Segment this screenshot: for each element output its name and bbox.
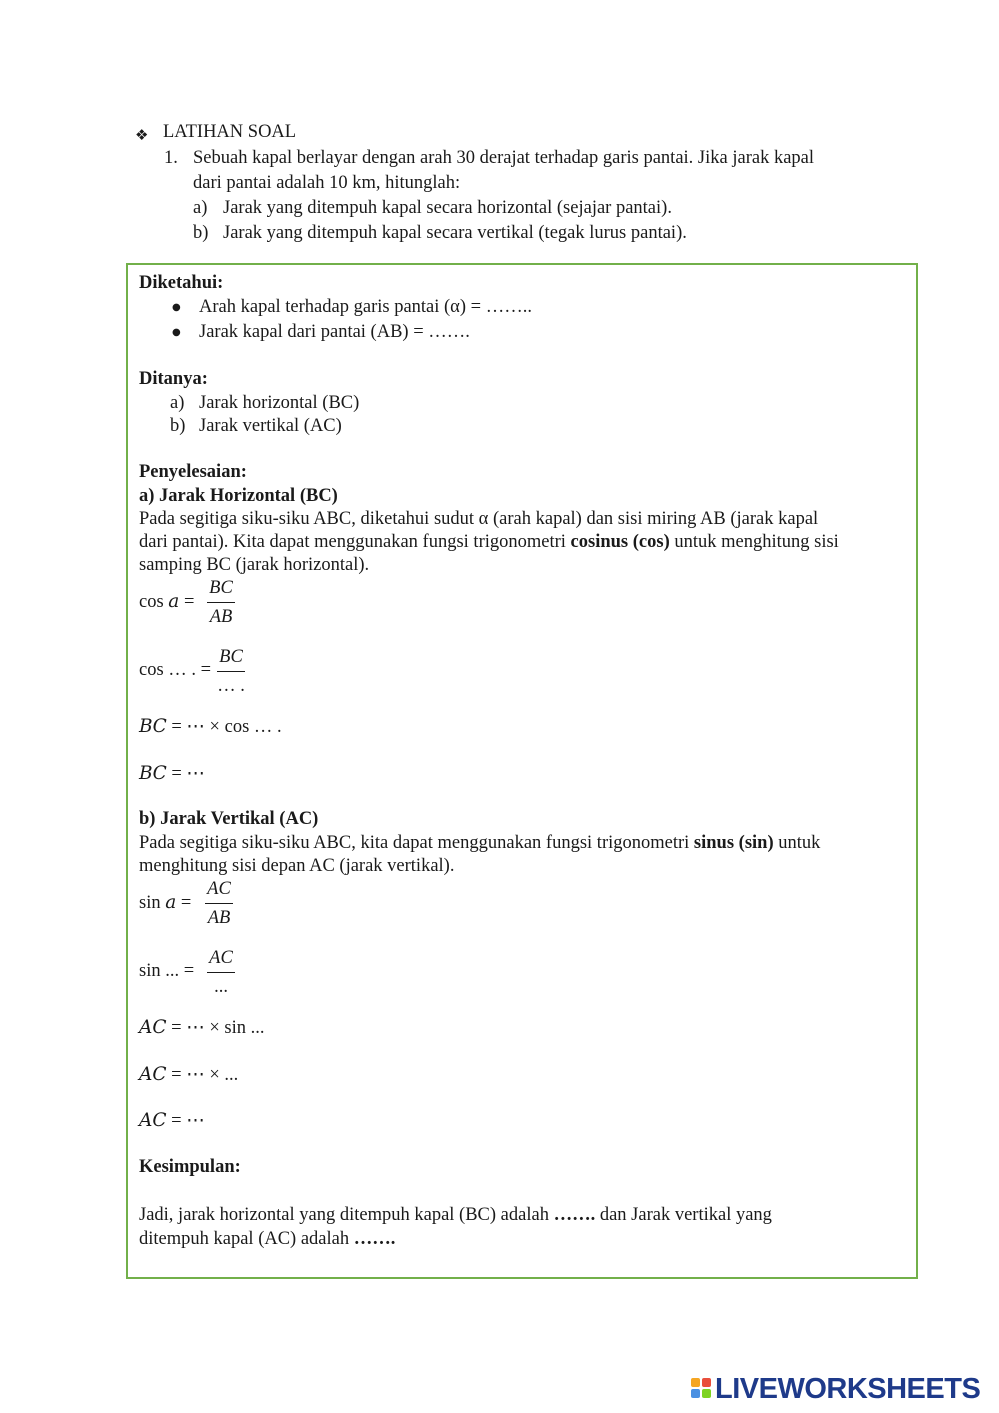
bullet-dot-icon: ●	[172, 327, 181, 338]
sub-question-a-marker: a)	[193, 198, 208, 218]
diketahui-item: Jarak kapal dari pantai (AB) = …….	[199, 322, 470, 342]
eq-ac-product: 𝐴𝐶 = ⋯ × sin ...	[139, 1018, 265, 1038]
part-a-paragraph-line1: Pada segitiga siku-siku ABC, diketahui sudut α (arah kapal) dan sisi miring AB (jarak kapal	[139, 509, 819, 529]
eq-ac-result: 𝐴𝐶 = ⋯	[139, 1111, 205, 1131]
eq-bc-product: 𝐵𝐶 = ⋯ × cos … .	[139, 717, 282, 737]
eq-cos-lhs: cos 𝑎 =	[139, 592, 195, 612]
question-number: 1.	[164, 148, 178, 168]
fraction-denominator: ...	[214, 977, 228, 997]
eq-ac-product-value: 𝐴𝐶 = ⋯ × ...	[139, 1065, 239, 1085]
part-b-paragraph-line1: Pada segitiga siku-siku ABC, kita dapat menggunakan fungsi trigonometri sinus (sin) untuk	[139, 833, 821, 853]
fraction-bar	[217, 671, 245, 672]
diketahui-item: Arah kapal terhadap garis pantai (α) = ……..	[199, 297, 532, 317]
section-title: LATIHAN SOAL	[163, 122, 297, 142]
ditanya-item: Jarak vertikal (AC)	[199, 416, 342, 436]
fraction-bar	[205, 903, 233, 904]
question-text-line1: Sebuah kapal berlayar dengan arah 30 derajat terhadap garis pantai. Jika jarak kapal	[193, 148, 815, 168]
ditanya-item-marker: b)	[170, 416, 186, 436]
part-b-paragraph-line2: menghitung sisi depan AC (jarak vertikal).	[139, 856, 455, 876]
bullet-dot-icon: ●	[172, 302, 181, 313]
diamond-bullet-icon: ❖	[135, 126, 149, 144]
sub-question-b-text: Jarak yang ditempuh kapal secara vertikal (tegak lurus pantai).	[223, 223, 687, 243]
eq-sin-sub-lhs: sin ... =	[139, 961, 195, 981]
eq-cos-sub-lhs: cos … . =	[139, 660, 212, 680]
logo-text: LIVEWORKSHEETS	[715, 1372, 981, 1405]
part-a-paragraph-line2: dari pantai). Kita dapat menggunakan fungsi trigonometri cosinus (cos) untuk menghitung sisi	[139, 532, 839, 552]
kesimpulan-heading: Kesimpulan:	[139, 1157, 241, 1177]
logo-blocks-icon	[691, 1376, 713, 1402]
part-b-heading: b) Jarak Vertikal (AC)	[139, 809, 319, 829]
sub-question-b-marker: b)	[193, 223, 209, 243]
eq-sin-sub-fraction	[207, 945, 235, 1000]
ditanya-item: Jarak horizontal (BC)	[199, 393, 360, 413]
kesimpulan-line2: ditempuh kapal (AC) adalah …….	[139, 1229, 396, 1249]
fraction-denominator: AB	[207, 908, 231, 928]
kesimpulan-line1: Jadi, jarak horizontal yang ditempuh kapal (BC) adalah ……. dan Jarak vertikal yang	[139, 1205, 772, 1225]
question-text-line2: dari pantai adalah 10 km, hitunglah:	[193, 173, 461, 193]
fraction-denominator: … .	[217, 676, 245, 696]
eq-sin-lhs: sin 𝑎 =	[139, 893, 192, 913]
ditanya-heading: Ditanya:	[139, 369, 208, 389]
eq-sin-fraction	[205, 876, 233, 931]
eq-cos-sub-fraction	[217, 644, 245, 699]
eq-bc-result: 𝐵𝐶 = ⋯	[139, 764, 205, 784]
fraction-numerator: BC	[209, 578, 233, 598]
fraction-numerator: AC	[207, 879, 231, 899]
penyelesaian-heading: Penyelesaian:	[139, 462, 247, 482]
part-a-paragraph-line3: samping BC (jarak horizontal).	[139, 555, 370, 575]
fraction-bar	[207, 972, 235, 973]
fraction-denominator: AB	[209, 607, 233, 627]
part-a-heading: a) Jarak Horizontal (BC)	[139, 486, 338, 506]
diketahui-heading: Diketahui:	[139, 273, 224, 293]
fraction-numerator: AC	[209, 948, 233, 968]
liveworksheets-logo	[691, 1372, 980, 1406]
sub-question-a-text: Jarak yang ditempuh kapal secara horizontal (sejajar pantai).	[223, 198, 672, 218]
fraction-numerator: BC	[219, 647, 243, 667]
ditanya-item-marker: a)	[170, 393, 185, 413]
fraction-bar	[207, 602, 235, 603]
eq-cos-fraction	[207, 575, 235, 630]
